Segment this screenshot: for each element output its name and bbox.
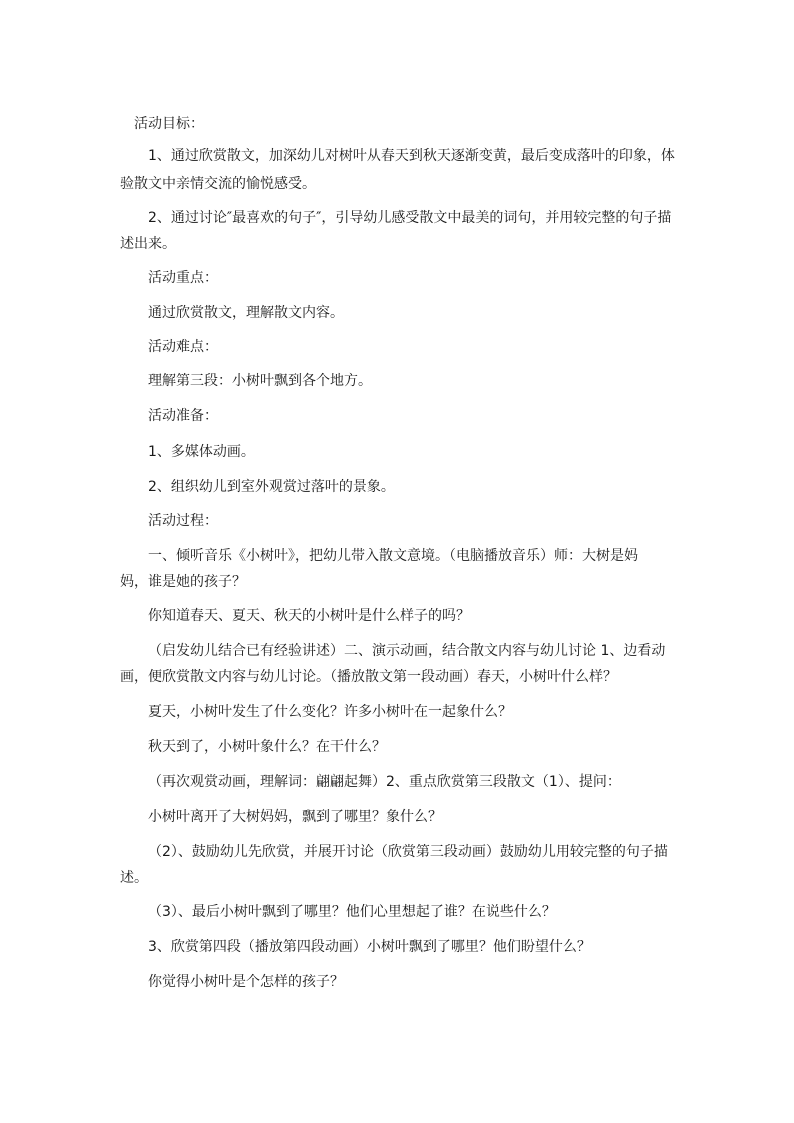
process-final-question: 你觉得小树叶是个怎样的孩子？: [148, 974, 344, 990]
heading-key-points: 活动重点：: [148, 270, 218, 286]
goal-1-line-1: 1、通过欣赏散文，加深幼儿对树叶从春天到秋天逐渐变黄，最后变成落叶的印象，体: [148, 148, 675, 164]
process-autumn: 秋天到了，小树叶象什么？在干什么？: [148, 739, 386, 755]
key-point-text: 通过欣赏散文，理解散文内容。: [148, 305, 344, 321]
process-step-2-line-1: （2）、鼓励幼儿先欣赏，并展开讨论（欣赏第三段动画）鼓励幼儿用较完整的句子描: [148, 844, 668, 860]
process-1-line-2: 妈，谁是她的孩子？: [120, 574, 246, 590]
heading-difficulties: 活动难点：: [148, 339, 218, 355]
process-2-line-2: 画，便欣赏散文内容与幼儿讨论。（播放散文第一段动画）春天，小树叶什么样？: [120, 669, 617, 685]
preparation-item-1: 1、多媒体动画。: [148, 444, 255, 460]
process-1-line-1: 一、倾听音乐《小树叶》，把幼儿带入散文意境。（电脑播放音乐）师：大树是妈: [148, 548, 638, 564]
process-2-line-1: （启发幼儿结合已有经验讲述）二、演示动画，结合散文内容与幼儿讨论 1、边看动: [148, 643, 666, 659]
preparation-item-2: 2、组织幼儿到室外观赏过落叶的景象。: [148, 479, 395, 495]
process-step-2-line-2: 述。: [120, 870, 148, 886]
process-fourth-section: 3、欣赏第四段（播放第四段动画）小树叶飘到了哪里？他们盼望什么？: [148, 939, 591, 955]
process-watch-again: （再次观赏动画，理解词：翩翩起舞）2、重点欣赏第三段散文（1）、提问：: [148, 774, 621, 790]
goal-2-line-1: 2、通过讨论″最喜欢的句子″，引导幼儿感受散文中最美的词句，并用较完整的句子描: [148, 210, 672, 226]
difficulty-text: 理解第三段：小树叶飘到各个地方。: [148, 373, 372, 389]
process-leaf-question: 小树叶离开了大树妈妈，飘到了哪里？象什么？: [148, 809, 442, 825]
heading-preparation: 活动准备：: [148, 408, 218, 424]
heading-goals: 活动目标：: [134, 116, 204, 132]
process-step-3: （3）、最后小树叶飘到了哪里？他们心里想起了谁？在说些什么？: [148, 904, 556, 920]
process-summer: 夏天，小树叶发生了什么变化？许多小树叶在一起象什么？: [148, 704, 512, 720]
goal-1-line-2: 验散文中亲情交流的愉悦感受。: [120, 176, 316, 192]
goal-2-line-2: 述出来。: [120, 236, 176, 252]
heading-process: 活动过程：: [148, 513, 218, 529]
process-question-seasons: 你知道春天、夏天、秋天的小树叶是什么样子的吗？: [148, 608, 470, 624]
